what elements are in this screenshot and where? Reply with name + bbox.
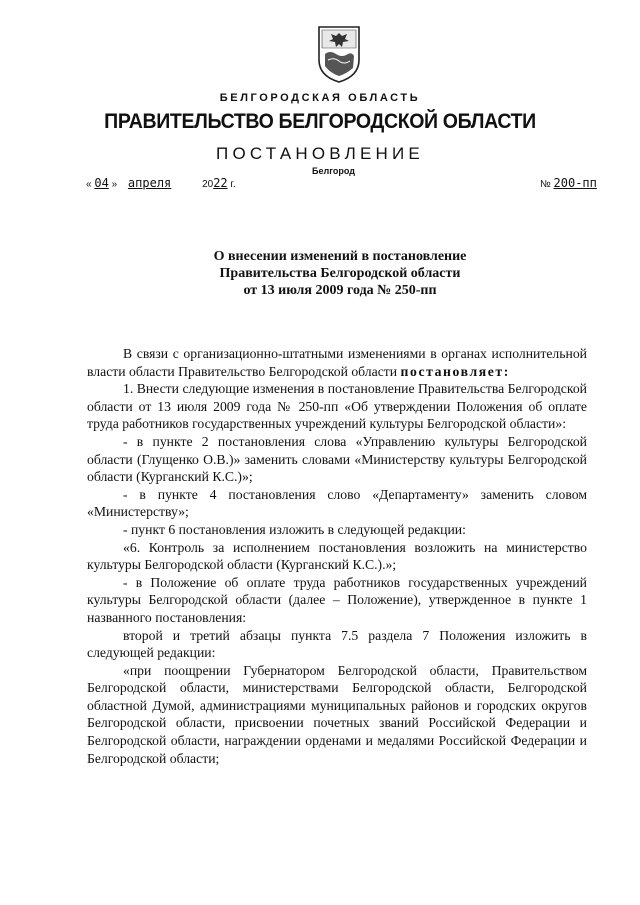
paragraph: «6. Контроль за исполнением постановления возложить на министерство культуры Белгородской области (Курганский К.С.).»; (87, 539, 587, 573)
paragraph: - в пункте 4 постановления слово «Департаменту» заменить словом «Министерству»; (87, 486, 587, 520)
date-year-prefix: 20 (202, 179, 214, 190)
decree-number (540, 176, 597, 190)
document-title (150, 248, 530, 299)
decree-date (86, 176, 236, 190)
paragraph (87, 345, 587, 380)
paragraph: 1. Внести следующие изменения в постановление Правительства Белгородской области от 13 июля 2009 года № 250-пп «Об утверждении Положения об оплате труда работников государственных учреждений культуры Белгородской области»: (87, 381, 587, 432)
paragraph: - в Положение об оплате труда работников государственных учреждений культуры Белгородской области (далее – Положение), утвержденное в пункте 1 названного постановления: (87, 574, 587, 625)
date-year-suffix: 22 (213, 176, 228, 190)
paragraph-text: В связи с организационно-штатными изменениями в органах исполнительной власти области Правительство Белгородской области (87, 346, 587, 379)
government-name: ПРАВИТЕЛЬСТВО БЕЛГОРОДСКОЙ ОБЛАСТИ (104, 110, 536, 133)
number-prefix: № (540, 179, 551, 190)
date-month: апреля (127, 176, 172, 190)
city-name: Белгород (312, 166, 355, 176)
document-body (87, 345, 587, 767)
title-line: О внесении изменений в постановление (213, 249, 467, 264)
number-value: 200-пп (553, 176, 597, 190)
date-year-unit: г. (230, 179, 236, 190)
coat-of-arms-icon (316, 24, 362, 84)
paragraph: второй и третий абзацы пункта 7.5 раздела 7 Положения изложить в следующей редакции: (87, 627, 587, 661)
date-day: 04 (94, 176, 109, 190)
decrees-word: постановляет: (400, 363, 510, 379)
date-close-quote: » (111, 179, 118, 190)
paragraph: «при поощрении Губернатором Белгородской области, Правительством Белгородской области, министерствами Белгородской области, Белгородской областной Думой, администрациями муниципальных районов и городских округов Белгородской области, присвоении почетных званий Российской Федерации и Белгородской области, награждении орденами и медалями Российской Федерации и Белгородской области; (87, 662, 587, 766)
date-open-quote: « (86, 179, 92, 190)
document-type: ПОСТАНОВЛЕНИЕ (216, 144, 424, 163)
paragraph: - пункт 6 постановления изложить в следующей редакции: (123, 521, 466, 537)
title-line: от 13 июля 2009 года № 250-пп (243, 283, 437, 298)
title-line: Правительства Белгородской области (219, 266, 461, 281)
region-name: БЕЛГОРОДСКАЯ ОБЛАСТЬ (219, 92, 421, 104)
paragraph: - в пункте 2 постановления слова «Управлению культуры Белгородской области (Глущенко О.В.)» заменить словами «Министерству культуры Белгородской области (Курганский К.С.)»; (87, 433, 587, 485)
